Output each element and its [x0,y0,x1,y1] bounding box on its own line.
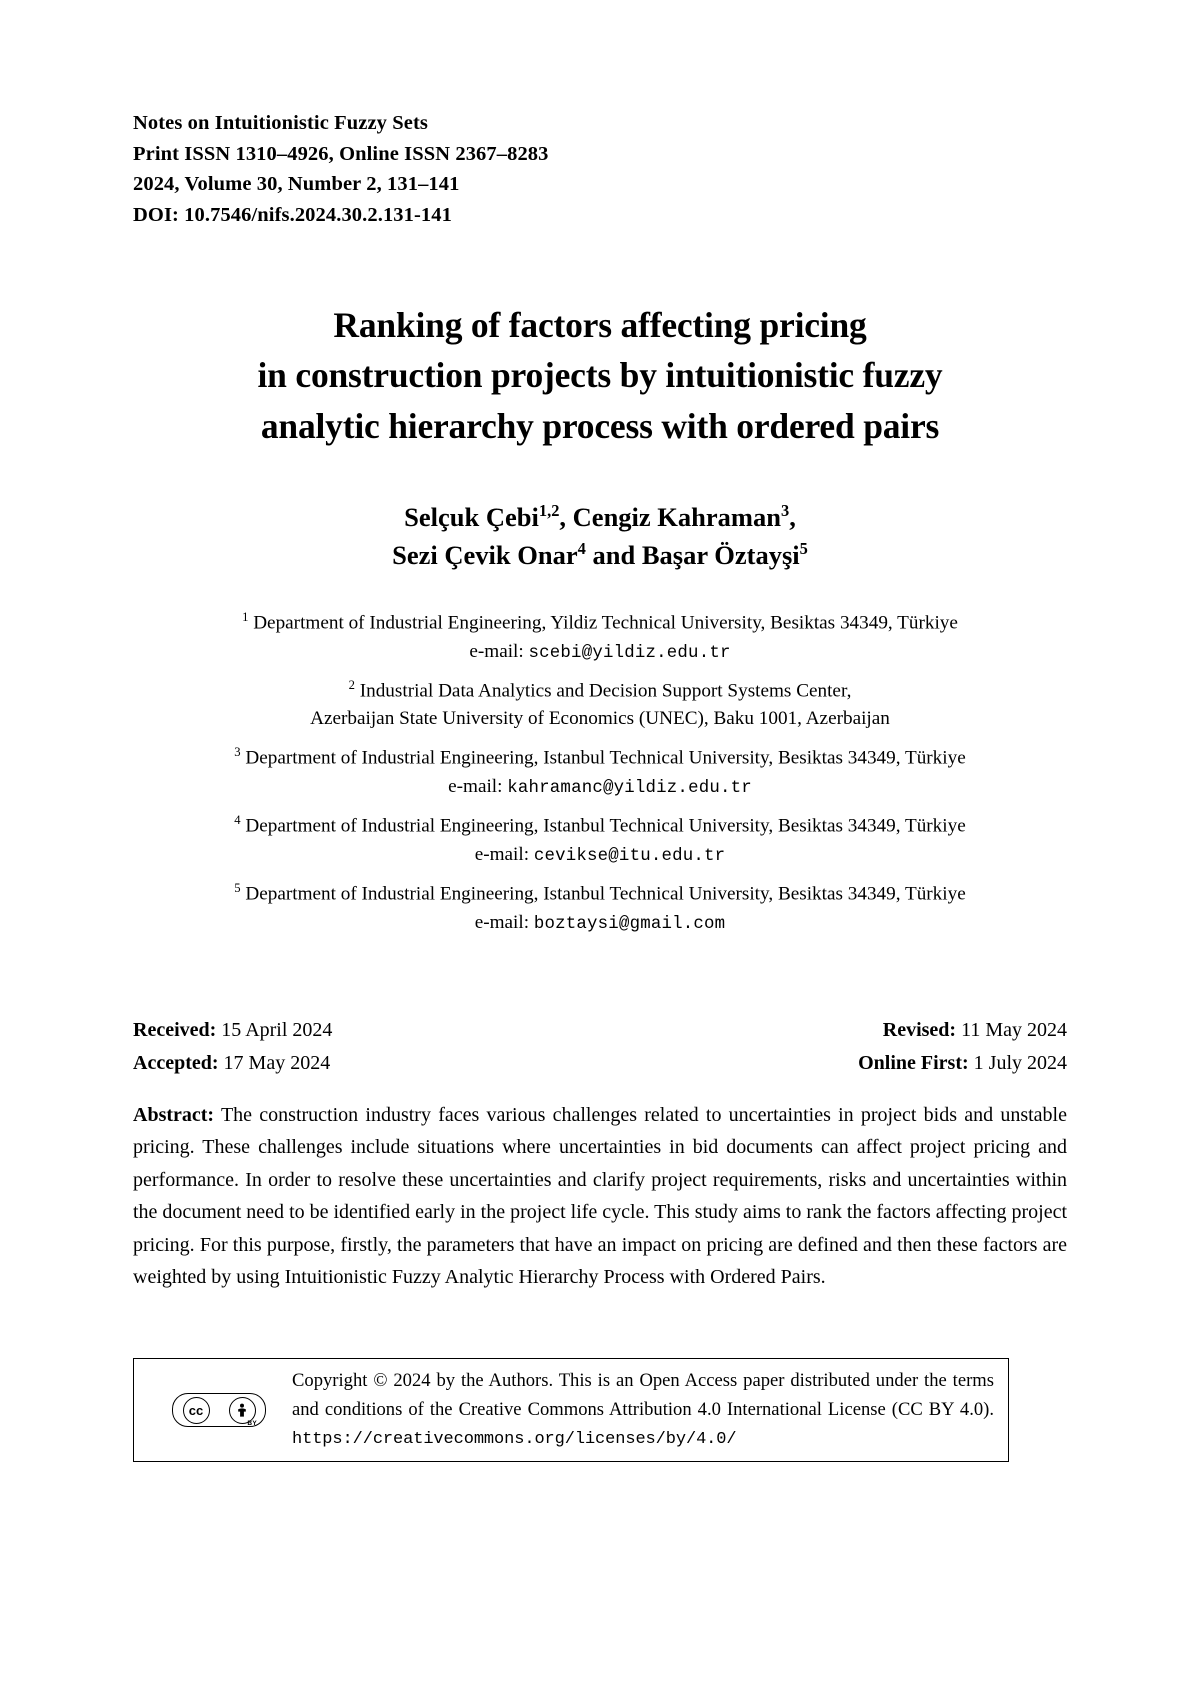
author-name-cebi: Selçuk Çebi [404,502,539,532]
online-first-date [858,1047,1067,1080]
affiliation-line [110,705,1090,733]
email-line [110,909,1090,937]
title-line-2: in construction projects by intuitionistic fuzzy [257,355,943,396]
journal-doi: DOI: 10.7546/nifs.2024.30.2.131-141 [133,203,452,226]
affiliation-block [110,879,1090,937]
online-first-value: 1 July 2024 [968,1052,1067,1075]
email-address[interactable]: kahramanc@yildiz.edu.tr [507,778,752,798]
date-row [133,1014,1067,1047]
email-address[interactable]: cevikse@itu.edu.tr [533,846,726,866]
affiliation-line [110,676,1090,705]
copyright-notice [133,1358,1009,1462]
affiliation-text: Department of Industrial Engineering, Istanbul Technical University, Besiktas 34349, Türkiye [245,747,966,769]
affiliation-marker: 5 [234,880,241,895]
revised-label: Revised: [882,1019,957,1041]
author-conjunction: and [585,540,642,571]
revised-date [883,1014,1067,1047]
affiliation-line [110,608,1090,637]
email-label: e-mail: [474,843,530,865]
affiliation-text: Department of Industrial Engineering, Istanbul Technical University, Besiktas 34349, Türkiye [245,883,966,905]
author-list [133,498,1067,575]
author-affiliation-marker: 5 [799,539,808,559]
author-line-2 [133,536,1067,574]
author-name-oztaysi: Başar Öztayşi [641,540,800,571]
received-date [133,1014,332,1047]
email-line [110,841,1090,869]
affiliation-text: Department of Industrial Engineering, Yildiz Technical University, Besiktas 34349, Türkiye [253,612,958,634]
author-affiliation-marker: 3 [780,501,790,521]
title-line-1: Ranking of factors affecting pricing [333,305,867,345]
abstract-section [133,1099,1067,1293]
email-address[interactable]: boztaysi@gmail.com [533,914,726,934]
accepted-label: Accepted: [133,1052,219,1075]
author-name-kahraman: Cengiz Kahraman [572,502,781,532]
revised-value: 11 May 2024 [956,1019,1067,1041]
affiliation-text: Azerbaijan State University of Economics (UNEC), Baku 1001, Azerbaijan [310,708,890,730]
affiliation-line [110,879,1090,908]
email-address[interactable]: scebi@yildiz.edu.tr [528,644,731,664]
affiliation-marker: 1 [242,610,249,624]
affiliation-block [110,811,1090,869]
email-line [110,773,1090,801]
online-first-label: Online First: [858,1052,969,1075]
copyright-statement: Copyright © 2024 by the Authors. This is an Open Access paper distributed under the terms and conditions of the Creative Commons Attribution 4.0 International License (CC BY 4.0). [292,1370,994,1420]
affiliation-marker: 2 [348,678,355,693]
affiliation-marker: 4 [234,812,241,827]
affiliation-line [110,743,1090,772]
affiliation-text: Department of Industrial Engineering, Istanbul Technical University, Besiktas 34349, Türkiye [245,815,966,837]
license-url[interactable]: https://creativecommons.org/licenses/by/4.0/ [292,1429,737,1449]
abstract-label: Abstract: [133,1104,215,1126]
date-row [133,1047,1067,1080]
received-value: 15 April 2024 [216,1019,333,1041]
author-affiliation-marker: 4 [577,539,586,559]
abstract-body: The construction industry faces various challenges related to uncertainties in project bids and unstable pricing. These challenges include situations where uncertainties in bid documents can affect project pricing and performance. In order to resolve these uncertainties and clarify project requirements, risks and uncertainties within the document need to be identified early in the project life cycle. This study aims to rank the factors affecting project pricing. For this purpose, firstly, the parameters that have an impact on pricing are defined and then these factors are weighted by using Intuitionistic Fuzzy Analytic Hierarchy Process with Ordered Pairs. [133,1104,1067,1288]
author-name-onar: Sezi Çevik Onar [392,540,578,571]
journal-header [133,108,549,230]
accepted-date [133,1047,330,1080]
journal-issn: Print ISSN 1310–4926, Online ISSN 2367–8283 [133,142,549,165]
journal-volume-info: 2024, Volume 30, Number 2, 131–141 [133,173,460,196]
email-label: e-mail: [448,775,503,797]
affiliation-list [110,608,1090,947]
publication-dates [133,1014,1067,1080]
creative-commons-icon [172,1393,266,1427]
cc-by-text-label: BY [247,1420,257,1427]
email-label: e-mail: [469,641,524,663]
affiliation-text: Industrial Data Analytics and Decision Support Systems Center, [359,680,852,702]
affiliation-marker: 3 [234,744,241,759]
title-line-3: analytic hierarchy process with ordered pairs [260,405,940,446]
page-title [133,300,1067,451]
affiliation-block [110,676,1090,733]
affiliation-block [110,743,1090,801]
accepted-value: 17 May 2024 [218,1052,331,1075]
author-line-end: , [789,502,796,532]
copyright-text [292,1367,994,1452]
email-line [110,638,1090,666]
affiliation-block [110,608,1090,666]
journal-name: Notes on Intuitionistic Fuzzy Sets [133,112,428,134]
cc-logo-circle: cc [183,1397,210,1424]
author-affiliation-marker: 1,2 [538,501,560,521]
author-line-1 [133,498,1067,536]
received-label: Received: [133,1019,217,1041]
affiliation-line [110,811,1090,840]
email-label: e-mail: [474,911,530,933]
author-separator: , [559,502,573,532]
